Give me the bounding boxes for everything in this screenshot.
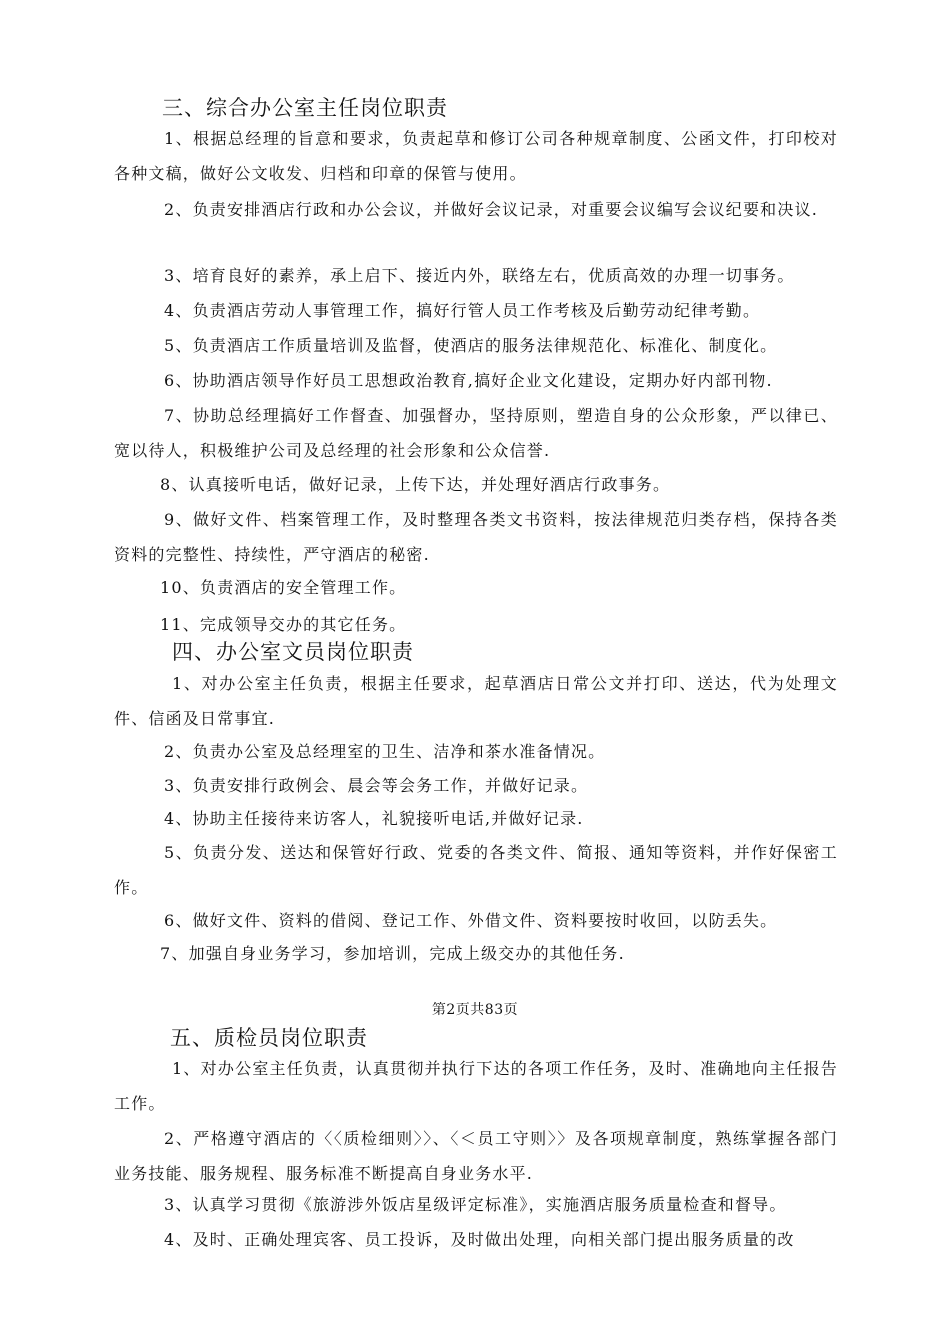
list-item: 2、严格遵守酒店的〈〈质检细则〉〉、〈＜员工守则〉〉及各项规章制度，熟练掌握各部门业务技能、服务规程、服务标准不断提高自身业务水平.	[114, 1129, 838, 1183]
list-item: 5、负责分发、送达和保管好行政、党委的各类文件、简报、通知等资料，并作好保密工作。	[114, 843, 838, 897]
list-item: 4、负责酒店劳动人事管理工作，搞好行管人员工作考核及后勤劳动纪律考勤。	[164, 301, 761, 320]
list-item: 6、协助酒店领导作好员工思想政治教育,搞好企业文化建设，定期办好内部刊物.	[164, 371, 773, 390]
list-item: 6、做好文件、资料的借阅、登记工作、外借文件、资料要按时收回，以防丢失。	[164, 911, 778, 930]
list-item: 10、负责酒店的安全管理工作。	[160, 578, 407, 597]
section-heading: 四、办公室文员岗位职责	[172, 640, 414, 664]
list-item: 1、对办公室主任负责，根据主任要求，起草酒店日常公文并打印、送达，代为处理文件、信函及日常事宜.	[114, 674, 838, 728]
list-item: 8、认真接听电话，做好记录，上传下达，并处理好酒店行政事务。	[160, 475, 671, 494]
list-item: 1、对办公室主任负责，认真贯彻并执行下达的各项工作任务，及时、准确地向主任报告工作。	[114, 1059, 838, 1113]
list-item: 3、负责安排行政例会、晨会等会务工作，并做好记录。	[164, 776, 589, 795]
list-item: 3、培育良好的素养，承上启下、接近内外，联络左右，优质高效的办理一切事务。	[164, 266, 795, 285]
list-item: 1、根据总经理的旨意和要求，负责起草和修订公司各种规章制度、公函文件，打印校对各种文稿，做好公文收发、归档和印章的保管与使用。	[114, 129, 838, 183]
list-item: 3、认真学习贯彻《旅游涉外饭店星级评定标准》，实施酒店服务质量检查和督导。	[164, 1195, 787, 1214]
list-item: 9、做好文件、档案管理工作，及时整理各类文书资料，按法律规范归类存档，保持各类资料的完整性、持续性，严守酒店的秘密.	[114, 510, 838, 564]
list-item: 2、负责办公室及总经理室的卫生、洁净和茶水准备情况。	[164, 742, 606, 761]
list-item: 2、负责安排酒店行政和办公会议，并做好会议记录，对重要会议编写会议纪要和决议.	[164, 200, 819, 219]
list-item: 5、负责酒店工作质量培训及监督，使酒店的服务法律规范化、标准化、制度化。	[164, 336, 778, 355]
page-number: 第2页共83页	[431, 1002, 519, 1018]
list-item: 11、完成领导交办的其它任务。	[160, 615, 407, 634]
list-item: 7、加强自身业务学习，参加培训，完成上级交办的其他任务.	[160, 944, 625, 963]
list-item: 4、协助主任接待来访客人，礼貌接听电话,并做好记录.	[164, 809, 584, 828]
list-item: 4、及时、正确处理宾客、员工投诉，及时做出处理，向相关部门提出服务质量的改	[164, 1230, 795, 1249]
list-item: 7、协助总经理搞好工作督查、加强督办，坚持原则，塑造自身的公众形象，严以律已、宽以待人，积极维护公司及总经理的社会形象和公众信誉.	[114, 406, 838, 460]
section-heading: 三、综合办公室主任岗位职责	[162, 96, 448, 120]
section-heading: 五、质检员岗位职责	[170, 1026, 368, 1050]
